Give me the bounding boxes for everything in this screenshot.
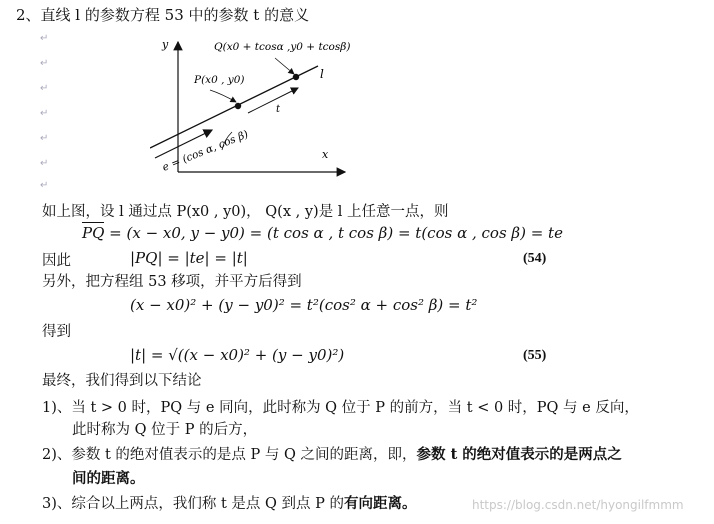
conclusion-3: [42, 492, 417, 513]
conclusion-1b: 此时称为 Q 位于 P 的后方，: [72, 422, 258, 438]
parametric-line-diagram: [150, 30, 370, 190]
para-mark: ↵: [40, 180, 49, 191]
para-mark: ↵: [40, 108, 49, 119]
unit-vector-label: e = (cos α, cos β): [160, 128, 251, 174]
intro-line: 如上图，设 l 通过点 P(x0 , y0)， Q(x , y)是 l 上任意一点，则: [42, 204, 449, 220]
point-q-label: Q(x0 + tcosα ,y0 + tcosβ): [214, 41, 351, 53]
lingwai-line: 另外，把方程组 53 移项，并平方后得到: [42, 274, 302, 290]
point-p: [235, 103, 241, 109]
dedao-label: 得到: [42, 324, 71, 340]
equation-pq: PQ = (x − x0, y − y0) = (t cos α , t cos β) = t(cos α , cos β) = te: [82, 224, 563, 242]
x-axis-label: x: [322, 148, 329, 161]
conclusion-3-bold: 有向距离。: [344, 495, 417, 512]
p-leader: [210, 90, 236, 102]
conclusion-2a-bold: 参数 t 的绝对值表示的是两点之: [416, 446, 622, 463]
conclusion-2b: 间的距离。: [72, 470, 145, 487]
t-arrow: [248, 88, 298, 113]
t-label: t: [276, 104, 281, 115]
line-l-label: l: [320, 67, 324, 81]
equation-number-54: (54): [523, 251, 547, 266]
equation-squared: (x − x0)² + (y − y0)² = t²(cos² α + cos² β) = t²: [130, 296, 478, 314]
conclusion-2a: [42, 443, 622, 464]
watermark: https://blog.csdn.net/hyongilfmmm: [472, 498, 684, 512]
para-mark: ↵: [40, 133, 49, 144]
point-q: [293, 74, 299, 80]
para-mark: ↵: [40, 83, 49, 94]
q-leader: [275, 58, 294, 74]
para-mark: ↵: [40, 58, 49, 69]
yinci-label: 因此: [42, 253, 71, 269]
section-heading: 2、直线 l 的参数方程 53 中的参数 t 的意义: [16, 6, 310, 24]
zuizhong-line: 最终，我们得到以下结论: [42, 373, 202, 389]
conclusion-2a-plain: 2)、参数 t 的绝对值表示的是点 P 与 Q 之间的距离，即，: [42, 447, 417, 463]
equation-number-55: (55): [523, 348, 547, 363]
equation-abs-pq: |PQ| = |te| = |t|: [130, 249, 248, 267]
para-mark: ↵: [40, 33, 49, 44]
para-mark: ↵: [40, 158, 49, 169]
vector-bar: [82, 222, 104, 223]
conclusion-1a: 1)、当 t > 0 时，PQ 与 e 同向，此时称为 Q 位于 P 的前方，当 t < 0 时，PQ 与 e 反向，: [42, 400, 639, 416]
equation-abs-t: |t| = √((x − x0)² + (y − y0)²): [130, 346, 345, 364]
conclusion-3-plain: 3)、综合以上两点，我们称 t 是点 Q 到点 P 的: [42, 496, 345, 512]
point-p-label: P(x0 , y0): [194, 74, 245, 86]
y-axis-label: y: [162, 38, 169, 51]
